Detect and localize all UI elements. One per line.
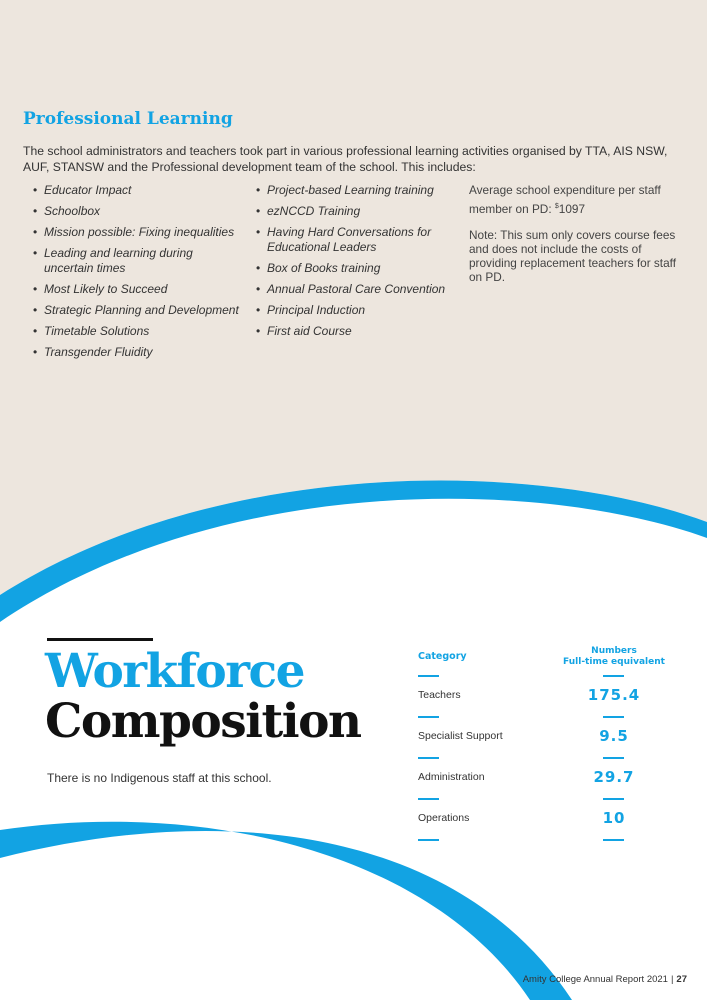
workforce-title-line-1: Workforce (45, 644, 304, 699)
expenditure-note: Note: This sum only covers course fees and does not include the costs of providing replacement teachers for staff on PD. (469, 227, 676, 284)
table-divider (418, 757, 439, 759)
list-item: • Annual Pastoral Care Convention (256, 282, 456, 297)
list-item: • Principal Induction (256, 303, 456, 318)
workforce-title (45, 644, 361, 749)
row-category: Specialist Support (418, 730, 503, 742)
table-divider (418, 716, 439, 718)
list-item: • Project-based Learning training (256, 183, 456, 198)
list-item: • Schoolbox (33, 204, 243, 219)
row-category: Administration (418, 771, 485, 783)
table-divider (603, 675, 624, 677)
table-row (418, 686, 680, 710)
footer-report-title: Amity College Annual Report 2021 (522, 974, 668, 985)
table-divider (418, 798, 439, 800)
row-category: Operations (418, 812, 470, 824)
intro-paragraph: The school administrators and teachers took part in various professional learning activities organised by TTA, AIS NSW, AUF, STANSW and the Professional development team of the school. This includes: (23, 144, 668, 174)
list-item: • Transgender Fluidity (33, 345, 243, 360)
footer-separator: | (670, 974, 674, 985)
list-item: • Most Likely to Succeed (33, 282, 243, 297)
table-header-category: Category (418, 651, 467, 662)
list-item: • Timetable Solutions (33, 324, 243, 339)
list-item: • ezNCCD Training (256, 204, 456, 219)
row-value: 10 (602, 809, 626, 827)
section-title: Professional Learning (23, 109, 233, 129)
list-item: • Box of Books training (256, 261, 456, 276)
list-item: • Mission possible: Fixing inequalities (33, 225, 243, 240)
row-value: 29.7 (593, 768, 635, 786)
indigenous-note: There is no Indigenous staff at this school. (47, 771, 272, 785)
table-divider (418, 839, 439, 841)
row-value: 175.4 (587, 686, 641, 704)
row-value: 9.5 (599, 727, 629, 745)
table-row (418, 727, 680, 751)
table-row (418, 768, 680, 792)
page-number: 27 (676, 974, 687, 985)
table-divider (603, 839, 624, 841)
table-divider (603, 757, 624, 759)
title-rule (47, 638, 153, 641)
currency-symbol: $ (554, 202, 559, 210)
list-item: • Strategic Planning and Development (33, 303, 243, 318)
expenditure-label: Average school expenditure per staff member on PD: (469, 183, 661, 216)
row-category: Teachers (418, 689, 461, 701)
expenditure-panel (469, 182, 684, 295)
list-item: • Leading and learning during uncertain times (33, 246, 243, 275)
table-divider (603, 798, 624, 800)
table-header-numbers-line-2: Full-time equivalent (563, 657, 665, 667)
table-header-numbers (548, 646, 680, 668)
table-divider (603, 716, 624, 718)
table-divider (418, 675, 439, 677)
table-row (418, 809, 680, 833)
workforce-title-line-2: Composition (45, 694, 361, 749)
pd-list-column-1 (33, 183, 243, 366)
page-footer (523, 974, 687, 985)
expenditure-amount: 1097 (558, 201, 586, 216)
list-item: • Having Hard Conversations for Educational Leaders (256, 225, 456, 254)
list-item: • Educator Impact (33, 183, 243, 198)
table-header-numbers-line-1: Numbers (591, 646, 637, 656)
expenditure-text (469, 182, 684, 217)
pd-list-column-2 (256, 183, 456, 345)
list-item: • First aid Course (256, 324, 456, 339)
